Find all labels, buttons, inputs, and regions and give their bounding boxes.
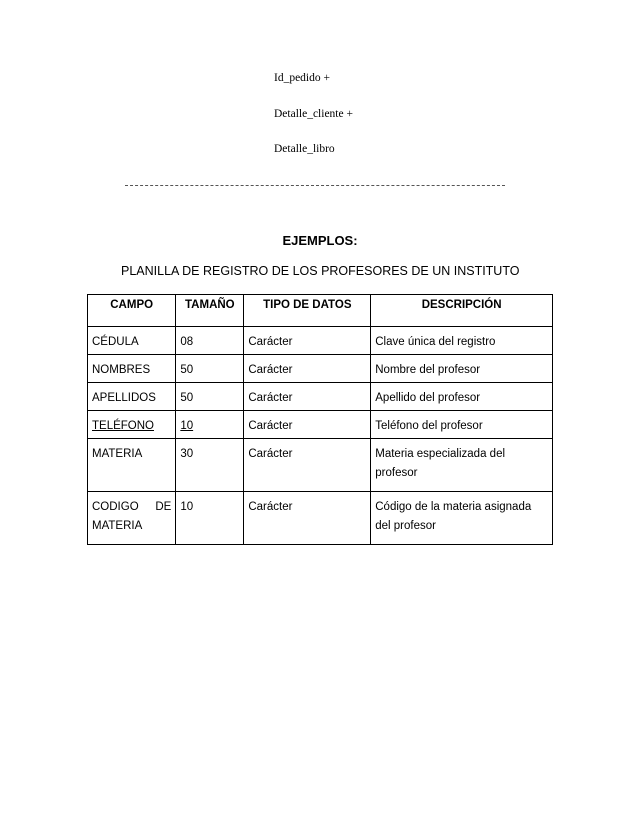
cell-descripcion: Apellido del profesor [371, 383, 553, 411]
header-tipo-datos: TIPO DE DATOS [244, 295, 371, 327]
cell-tipo: Carácter [244, 355, 371, 383]
cell-descripcion: Materia especializada del profesor [371, 439, 553, 492]
header-descripcion: DESCRIPCIÓN [371, 295, 553, 327]
table-row [88, 355, 553, 383]
cell-tipo: Carácter [244, 411, 371, 439]
formula-line-id-pedido: Id_pedido + [274, 72, 330, 84]
cell-campo: CODIGO DE MATERIA [88, 492, 176, 545]
cell-descripcion: Clave única del registro [371, 327, 553, 355]
cell-tamano: 30 [176, 439, 244, 492]
profesores-table [87, 294, 553, 545]
cell-tipo: Carácter [244, 383, 371, 411]
cell-descripcion: Teléfono del profesor [371, 411, 553, 439]
formula-line-detalle-libro: Detalle_libro [274, 143, 335, 155]
table-row [88, 383, 553, 411]
cell-campo-text: TELÉFONO [92, 420, 154, 432]
cell-tamano: 10 [176, 492, 244, 545]
cell-tamano: 50 [176, 383, 244, 411]
table-row [88, 327, 553, 355]
cell-tamano: 08 [176, 327, 244, 355]
cell-campo: APELLIDOS [88, 383, 176, 411]
dashed-separator [125, 185, 505, 186]
cell-campo: CÉDULA [88, 327, 176, 355]
header-campo: CAMPO [88, 295, 176, 327]
table-title: PLANILLA DE REGISTRO DE LOS PROFESORES DE UN INSTITUTO [121, 264, 520, 278]
header-tamano: TAMAÑO [176, 295, 244, 327]
cell-descripcion: Código de la materia asignada del profesor [371, 492, 553, 545]
table-row [88, 411, 553, 439]
cell-tipo: Carácter [244, 439, 371, 492]
cell-tipo: Carácter [244, 327, 371, 355]
table-header-row [88, 295, 553, 327]
cell-tipo: Carácter [244, 492, 371, 545]
cell-tamano [176, 411, 244, 439]
section-heading-text: EJEMPLOS: [282, 233, 358, 248]
table-row [88, 439, 553, 492]
cell-tamano-text: 10 [180, 420, 194, 432]
cell-descripcion: Nombre del profesor [371, 355, 553, 383]
cell-campo: NOMBRES [88, 355, 176, 383]
cell-campo: MATERIA [88, 439, 176, 492]
cell-campo [88, 411, 176, 439]
formula-line-detalle-cliente: Detalle_cliente + [274, 108, 353, 120]
table-row [88, 492, 553, 545]
cell-tamano: 50 [176, 355, 244, 383]
section-heading [0, 233, 638, 248]
